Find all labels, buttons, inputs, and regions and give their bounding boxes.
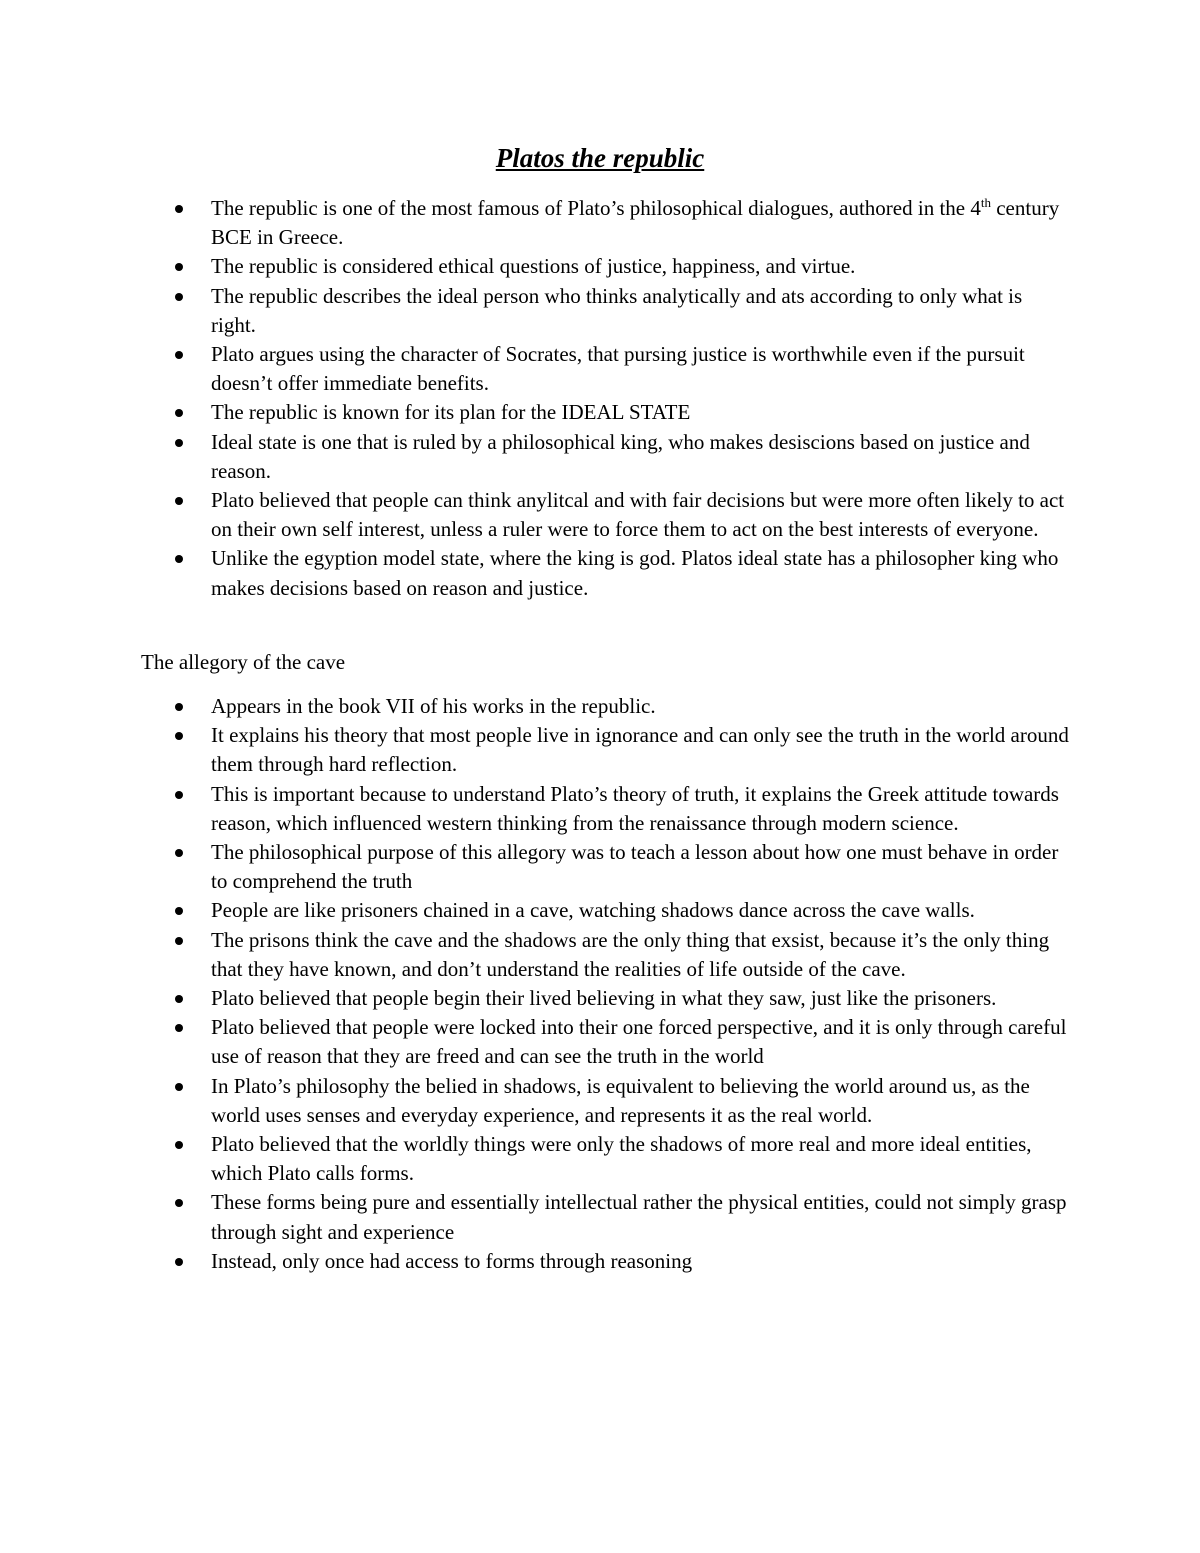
list-item: The republic is known for its plan for the IDEAL STATE [211, 398, 1071, 427]
allegory-bullet-list [211, 692, 1071, 1276]
list-item [211, 194, 1071, 252]
republic-bullet-list [211, 194, 1071, 603]
list-item: In Plato’s philosophy the belied in shadows, is equivalent to believing the world around us, as the world uses senses and everyday experience, and represents it as the real world. [211, 1072, 1071, 1130]
list-item-text-cont: century BCE in Greece. [211, 196, 1060, 250]
list-item: Ideal state is one that is ruled by a philosophical king, who makes desiscions based on justice and reason. [211, 428, 1071, 486]
list-item: Plato believed that people can think anylitcal and with fair decisions but were more often likely to act on their own self interest, unless a ruler were to force them to act on the best interests of everyone. [211, 486, 1071, 544]
section-heading-allegory: The allegory of the cave [141, 650, 346, 674]
list-item: It explains his theory that most people live in ignorance and can only see the truth in the world around them through hard reflection. [211, 721, 1071, 779]
list-item: Instead, only once had access to forms through reasoning [211, 1247, 1071, 1276]
list-item-text: The republic is one of the most famous of Plato’s philosophical dialogues, authored in the 4 [211, 196, 981, 220]
list-item: The republic is considered ethical questions of justice, happiness, and virtue. [211, 252, 1071, 281]
list-item: Plato argues using the character of Socrates, that pursing justice is worthwhile even if the pursuit doesn’t offer immediate benefits. [211, 340, 1071, 398]
list-item: The prisons think the cave and the shadows are the only thing that exsist, because it’s the only thing that they have known, and don’t understand the realities of life outside of the cave. [211, 926, 1071, 984]
list-item: Appears in the book VII of his works in the republic. [211, 692, 1071, 721]
list-item: These forms being pure and essentially intellectual rather the physical entities, could not simply grasp through sight and experience [211, 1188, 1071, 1246]
document-title: Platos the republic [495, 143, 705, 173]
list-item: Plato believed that people were locked into their one forced perspective, and it is only through careful use of reason that they are freed and can see the truth in the world [211, 1013, 1071, 1071]
list-item: Unlike the egyption model state, where the king is god. Platos ideal state has a philosopher king who makes decisions based on reason and justice. [211, 544, 1071, 602]
list-item: Plato believed that people begin their lived believing in what they saw, just like the prisoners. [211, 984, 1071, 1013]
list-item: Plato believed that the worldly things were only the shadows of more real and more ideal entities, which Plato calls forms. [211, 1130, 1071, 1188]
list-item: This is important because to understand Plato’s theory of truth, it explains the Greek attitude towards reason, which influenced western thinking from the renaissance through modern science. [211, 780, 1071, 838]
list-item: The philosophical purpose of this allegory was to teach a lesson about how one must behave in order to comprehend the truth [211, 838, 1071, 896]
list-item: The republic describes the ideal person who thinks analytically and ats according to only what is right. [211, 282, 1071, 340]
list-item: People are like prisoners chained in a cave, watching shadows dance across the cave walls. [211, 896, 1071, 925]
superscript: th [980, 195, 991, 210]
